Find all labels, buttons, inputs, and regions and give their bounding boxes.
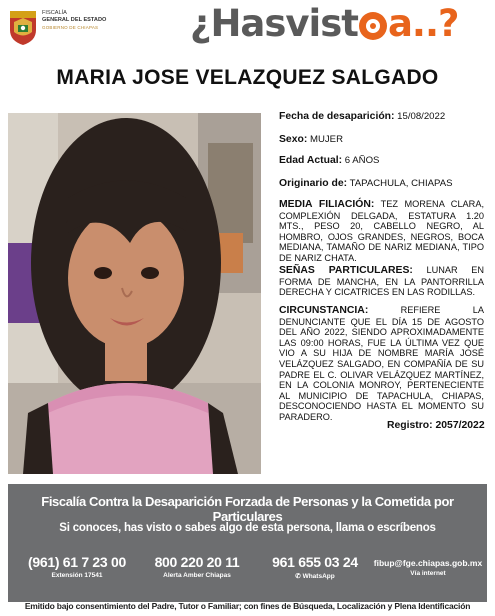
contact-email [372,554,484,577]
eye-icon [359,12,387,40]
detail-date-value: 15/08/2022 [397,111,446,122]
phone-number-1[interactable]: (961) 61 7 23 00 [28,554,126,570]
state-coat-of-arms-logo [8,8,38,46]
contact-phone-1 [22,554,132,579]
whatsapp-label: WhatsApp [302,573,335,580]
detail-date [279,111,445,123]
person-name: MARIA JOSE VELAZQUEZ SALGADO [56,66,439,89]
contact-panel [8,481,487,602]
phone-note-1: Extensión 17541 [51,572,103,579]
hasvisto-brand-logo [190,2,458,45]
contact-subtitle: Si conoces, has visto o sabes algo de esta persona, llama o escríbenos [59,522,436,534]
agency-name [42,10,106,31]
person-photo-illustration [8,113,261,474]
detail-description-label: MEDIA FILIACIÓN: [279,199,375,210]
detail-marks-value: LUNAR EN FORMA DE MANCHA, EN LA PANTORRILLA DERECHA Y CICATRICES EN LAS RODILLAS. [279,265,484,298]
phone-note-2: Alerta Amber Chiapas [163,572,231,579]
detail-marks [279,265,484,298]
detail-sex [279,134,343,146]
person-photo [8,113,261,474]
detail-date-label: Fecha de desaparición: [279,111,395,122]
detail-circumstance [279,305,484,423]
email-note: Vía internet [410,570,446,577]
detail-description-value: TEZ MORENA CLARA, COMPLEXIÓN DELGADA, ESTATURA 1.20 MTS., PESO 20, CABELLO NEGRO, AL HOMBRO, OJOS GRANDES, NEGROS, BOCA MEDIANA, TAMAÑO DE NARIZ MEDIANA, TIPO DE NARIZ CHATA. [279,199,484,263]
phone-number-2[interactable]: 800 220 20 11 [154,554,240,570]
header [0,0,495,58]
contact-phone-3 [260,554,370,580]
phone-number-3[interactable]: 961 655 03 24 [272,554,358,570]
agency-line-2: GENERAL DEL ESTADO [42,17,107,23]
agency-line-1: FISCALÍA [42,10,67,16]
detail-marks-label: SEÑAS PARTICULARES: [279,265,413,276]
detail-sex-label: Sexo: [279,134,308,145]
phone-note-3 [260,572,370,580]
detail-origin-label: Originario de: [279,178,348,189]
contact-title: Fiscalía Contra la Desaparición Forzada de Personas y la Cometida por Particulares [41,494,454,524]
detail-age [279,155,379,167]
brand-text-start: ¿Hasvist [190,2,358,45]
detail-age-label: Edad Actual: [279,155,343,166]
footer-consent-note: Emitido bajo consentimiento del Padre, Tutor o Familiar; con fines de Búsqueda, Localización y Plena Identificación [24,601,471,611]
brand-text-end: a..? [387,2,459,45]
detail-age-value: 6 AÑOS [344,155,380,166]
email-address[interactable]: fibup@fge.chiapas.gob.mx [373,558,483,568]
detail-circumstance-label: CIRCUNSTANCIA: [279,305,369,316]
agency-line-3: GOBIERNO DE CHIAPAS [42,25,99,30]
registration-number: Registro: 2057/2022 [387,420,485,431]
detail-description [279,199,484,264]
detail-sex-value: MUJER [309,134,344,145]
contact-phone-2 [142,554,252,579]
detail-origin [279,178,453,190]
detail-circumstance-value: REFIERE LA DENUNCIANTE QUE EL DÍA 15 DE AGOSTO DEL AÑO 2022, SIENDO APROXIMADAMENTE LAS 09:00 HORAS, FUE LA ÚLTIMA VEZ QUE VIO A SU HIJA DE NOMBRE MARÍA JOSÉ VELÁZQUEZ SALGADO, EN COMPAÑÍA DE SU PADRE EL C. OLIVAR VELÁZQUEZ MARTÍNEZ, EN LA COLONIA MONROY, PERTENECIENTE AL MUNICIPIO DE TAPACHULA, CHIAPAS, DESCONOCIENDO HASTA EL MOMENTO SU PARADERO. [279,305,484,422]
detail-origin-value: TAPACHULA, CHIAPAS [349,178,453,189]
whatsapp-icon: ✆ [295,573,301,580]
